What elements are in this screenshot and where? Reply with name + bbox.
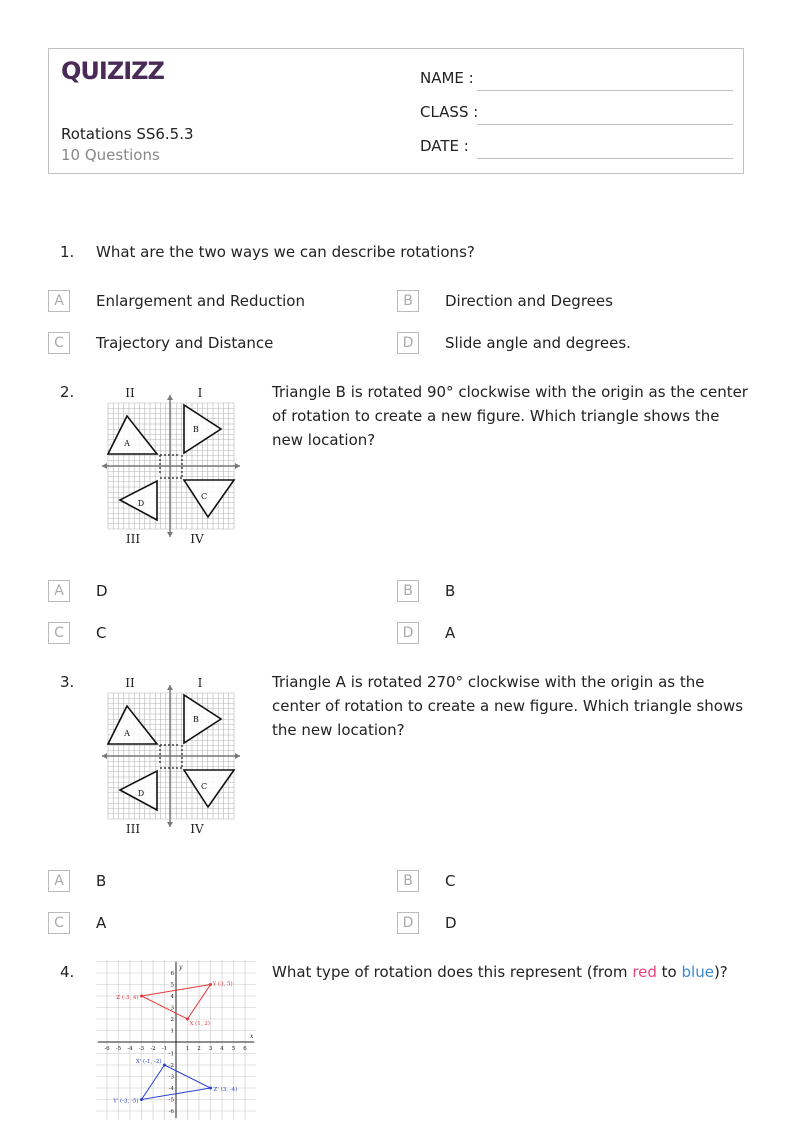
- option-letter-box: A: [48, 580, 70, 602]
- q4-figure: [96, 960, 256, 1124]
- option-label: B: [96, 872, 107, 890]
- class-field[interactable]: [477, 123, 733, 125]
- x-axis-arrow: [235, 463, 240, 469]
- x-tick-label: -5: [115, 1046, 122, 1052]
- q3-text: Triangle A is rotated 270° clockwise with the origin as the center of rotation to create a new figure. Which triangle shows the new location?: [272, 673, 744, 739]
- option-letter-box: D: [397, 912, 419, 934]
- q4-number: 4.: [60, 963, 75, 981]
- quadrant-label: III: [125, 822, 141, 836]
- option-label: C: [96, 624, 107, 642]
- quadrant-label: IV: [190, 532, 204, 546]
- option-label: D: [96, 582, 108, 600]
- worksheet-title: Rotations SS6.5.3: [61, 125, 194, 143]
- y-tick-label: 3: [170, 1005, 174, 1012]
- quadrant-graph: [100, 385, 245, 547]
- triangle-label: B: [193, 715, 199, 724]
- x-tick-label: -4: [127, 1046, 133, 1052]
- x-tick-label: -1: [161, 1046, 168, 1052]
- vertex-label: Z (-3, 4): [116, 995, 139, 1001]
- vertex-label: Y' (-3, -5): [113, 1098, 139, 1105]
- option-label: D: [445, 914, 457, 932]
- quadrant-graph: [100, 675, 245, 837]
- vertex-point: [209, 1087, 212, 1090]
- q2-text: Triangle B is rotated 90° clockwise with the origin as the center of rotation to create a new figure. Which triangle shows the new location?: [272, 383, 748, 449]
- triangle-label: A: [124, 439, 130, 448]
- triangle-a: [108, 706, 157, 744]
- triangle-label: D: [137, 499, 145, 508]
- option-label: B: [445, 582, 456, 600]
- y-tick-label: 2: [170, 1017, 174, 1023]
- vertex-point: [140, 1098, 143, 1101]
- x-axis-arrow: [235, 753, 240, 759]
- q3-figure: [100, 675, 245, 841]
- triangle-label: A: [124, 729, 130, 738]
- x-axis-arrow: [102, 463, 107, 469]
- triangle-label: C: [200, 782, 208, 791]
- x-tick-label: 3: [208, 1046, 213, 1052]
- x-tick-label: -2: [150, 1046, 156, 1052]
- q4-text-blue: blue: [681, 963, 714, 981]
- class-label: CLASS :: [420, 103, 479, 121]
- option-label: Enlargement and Reduction: [96, 292, 305, 310]
- option-letter-box: C: [48, 622, 70, 644]
- q4-text-red: red: [632, 963, 657, 981]
- name-label: NAME :: [420, 69, 474, 87]
- name-field[interactable]: [477, 89, 733, 91]
- vertex-label: X' (-1, -2): [135, 1059, 162, 1065]
- vertex-label: Z' (3, -4): [213, 1087, 238, 1093]
- vertex-point: [163, 1064, 166, 1067]
- quadrant-label: I: [197, 676, 203, 690]
- y-tick-label: -3: [168, 1074, 174, 1081]
- option-letter-box: C: [48, 332, 70, 354]
- y-tick-label: 4: [170, 994, 174, 1000]
- option-label: A: [96, 914, 107, 932]
- y-tick-label: 1: [170, 1028, 174, 1035]
- coordinate-graph: [96, 960, 256, 1120]
- quadrant-label: IV: [190, 822, 204, 836]
- y-tick-label: -5: [168, 1097, 174, 1104]
- q1-number: 1.: [60, 243, 75, 261]
- q2-figure: [100, 385, 245, 551]
- x-tick-label: -3: [138, 1046, 145, 1052]
- x-tick-label: 6: [243, 1046, 247, 1052]
- option-letter-box: B: [397, 870, 419, 892]
- vertex-label: Y (3, 5): [212, 981, 233, 988]
- date-label: DATE :: [420, 137, 469, 155]
- q4-text: [272, 960, 748, 984]
- x-axis-label: x: [250, 1033, 254, 1040]
- option-label: Direction and Degrees: [445, 292, 613, 310]
- y-tick-label: -2: [168, 1063, 174, 1069]
- y-axis-arrow: [167, 822, 173, 827]
- x-tick-label: 4: [220, 1046, 224, 1052]
- y-axis-label: y: [179, 964, 183, 971]
- vertex-label: X (1, 2): [189, 1021, 210, 1027]
- triangle-a: [108, 416, 157, 454]
- x-axis-arrow: [102, 753, 107, 759]
- x-tick-label: 2: [197, 1046, 201, 1052]
- option-label: Slide angle and degrees.: [445, 334, 631, 352]
- vertex-point: [140, 995, 143, 998]
- q3-number: 3.: [60, 673, 75, 691]
- option-letter-box: B: [397, 580, 419, 602]
- worksheet-header: [48, 48, 744, 174]
- triangle-c: [184, 770, 234, 807]
- option-label: A: [445, 624, 456, 642]
- y-tick-label: 5: [170, 982, 174, 989]
- x-tick-label: 1: [185, 1046, 190, 1052]
- y-tick-label: -6: [168, 1109, 174, 1115]
- y-axis-arrow: [167, 395, 173, 400]
- y-axis-arrow: [167, 532, 173, 537]
- option-letter-box: A: [48, 870, 70, 892]
- triangle-c: [184, 480, 234, 517]
- option-letter-box: D: [397, 332, 419, 354]
- q2-number: 2.: [60, 383, 75, 401]
- option-letter-box: D: [397, 622, 419, 644]
- date-field[interactable]: [477, 157, 733, 159]
- option-label: C: [445, 872, 456, 890]
- quadrant-label: I: [197, 386, 203, 400]
- quizizz-logo: QUIZIZZ: [61, 57, 164, 85]
- y-axis-arrow: [167, 685, 173, 690]
- y-tick-label: -4: [168, 1086, 174, 1092]
- quadrant-label: III: [125, 532, 141, 546]
- q4-text-before: What type of rotation does this represent (from: [272, 963, 633, 981]
- question-count: 10 Questions: [61, 146, 160, 164]
- y-tick-label: -1: [168, 1051, 174, 1058]
- q4-text-after: )?: [713, 963, 728, 981]
- option-letter-box: B: [397, 290, 419, 312]
- q1-text: What are the two ways we can describe rotations?: [96, 243, 475, 261]
- triangle-label: B: [193, 425, 199, 434]
- q4-text-mid: to: [656, 963, 682, 981]
- x-tick-label: -6: [104, 1046, 110, 1052]
- triangle-label: D: [137, 789, 145, 798]
- option-letter-box: A: [48, 290, 70, 312]
- triangle-label: C: [200, 492, 208, 501]
- option-label: Trajectory and Distance: [96, 334, 274, 352]
- y-tick-label: 6: [170, 971, 174, 977]
- quadrant-label: II: [125, 386, 135, 400]
- x-tick-label: 5: [231, 1046, 236, 1052]
- option-letter-box: C: [48, 912, 70, 934]
- quadrant-label: II: [125, 676, 135, 690]
